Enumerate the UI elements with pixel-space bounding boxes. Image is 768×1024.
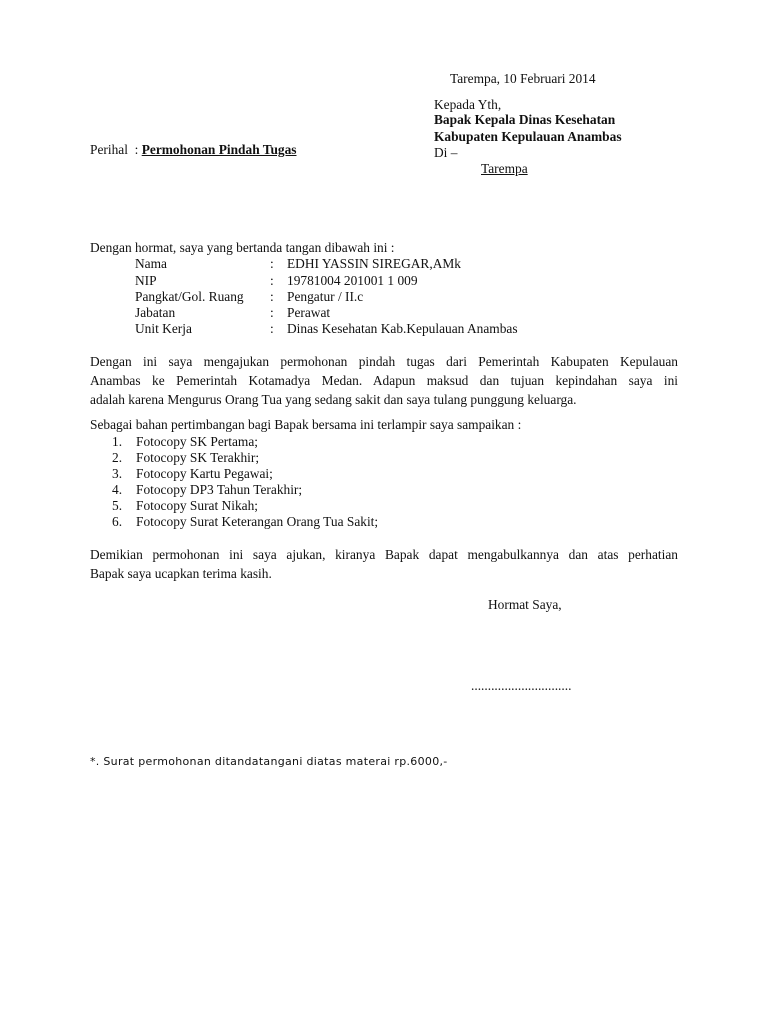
list-item-number: 5. — [112, 498, 123, 513]
signature-salutation: Hormat Saya, — [488, 597, 562, 612]
closing-paragraph — [90, 545, 678, 583]
list-item-text: Fotocopy Surat Keterangan Orang Tua Sakit; — [136, 514, 379, 529]
list-item — [112, 450, 259, 466]
footnote: *. Surat permohonan ditandatangani diatas materai rp.6000,- — [90, 755, 448, 768]
signature-placeholder: .............................. — [471, 678, 572, 693]
attachments-intro: Sebagai bahan pertimbangan bagi Bapak bersama ini terlampir saya sampaikan : — [90, 417, 522, 432]
recipient-greeting: Kepada Yth, — [434, 97, 502, 112]
recipient-line-1: Bapak Kepala Dinas Kesehatan — [434, 112, 616, 127]
closing-paragraph-line: Bapak saya ucapkan terima kasih. — [90, 566, 272, 581]
closing-paragraph-line: Demikian permohonan ini saya ajukan, kiranya Bapak dapat mengabulkannya dan atas perhatian — [90, 547, 678, 562]
list-item — [112, 466, 273, 482]
list-item — [112, 482, 302, 498]
list-item-number: 4. — [112, 482, 123, 497]
list-item-text: Fotocopy SK Terakhir; — [136, 450, 260, 465]
identity-value: Perawat — [287, 305, 331, 320]
list-item-text: Fotocopy Kartu Pegawai; — [136, 466, 273, 481]
list-item-text: Fotocopy SK Pertama; — [136, 434, 258, 449]
subject-value: Permohonan Pindah Tugas — [141, 142, 297, 157]
identity-label: Unit Kerja — [135, 321, 192, 336]
list-item-number: 1. — [112, 434, 123, 449]
list-item — [112, 434, 258, 450]
list-item — [112, 498, 258, 514]
identity-label: Nama — [135, 256, 167, 271]
list-item — [112, 514, 378, 530]
identity-colon: : — [270, 273, 274, 288]
recipient-di: Di – — [434, 145, 458, 160]
identity-value: 19781004 201001 1 009 — [287, 273, 418, 288]
identity-colon: : — [270, 321, 274, 336]
identity-colon: : — [270, 256, 274, 271]
body-paragraph-line: Anambas ke Pemerintah Kotamadya Medan. Adapun maksud dan tujuan kepindahan saya ini — [90, 373, 678, 388]
identity-value: Dinas Kesehatan Kab.Kepulauan Anambas — [287, 321, 518, 336]
list-item-number: 6. — [112, 514, 123, 529]
list-item-text: Fotocopy DP3 Tahun Terakhir; — [136, 482, 303, 497]
recipient-line-2: Kabupaten Kepulauan Anambas — [434, 129, 622, 144]
list-item-number: 2. — [112, 450, 123, 465]
list-item-text: Fotocopy Surat Nikah; — [136, 498, 258, 513]
subject-line — [90, 142, 297, 158]
place-date: Tarempa, 10 Februari 2014 — [450, 71, 596, 86]
opening-text: Dengan hormat, saya yang bertanda tangan dibawah ini : — [90, 240, 395, 255]
identity-label: NIP — [135, 273, 157, 288]
identity-value: EDHI YASSIN SIREGAR,AMk — [287, 256, 461, 271]
identity-colon: : — [270, 305, 274, 320]
identity-label: Jabatan — [135, 305, 176, 320]
identity-value: Pengatur / II.c — [287, 289, 364, 304]
recipient-city: Tarempa — [481, 161, 528, 176]
identity-colon: : — [270, 289, 274, 304]
list-item-number: 3. — [112, 466, 123, 481]
body-paragraph-line: Dengan ini saya mengajukan permohonan pindah tugas dari Pemerintah Kabupaten Kepulauan — [90, 354, 678, 369]
body-paragraph-line: adalah karena Mengurus Orang Tua yang sedang sakit dan saya tulang punggung keluarga. — [90, 392, 577, 407]
subject-label: Perihal : — [90, 142, 142, 157]
identity-label: Pangkat/Gol. Ruang — [135, 289, 244, 304]
body-paragraph — [90, 352, 678, 409]
